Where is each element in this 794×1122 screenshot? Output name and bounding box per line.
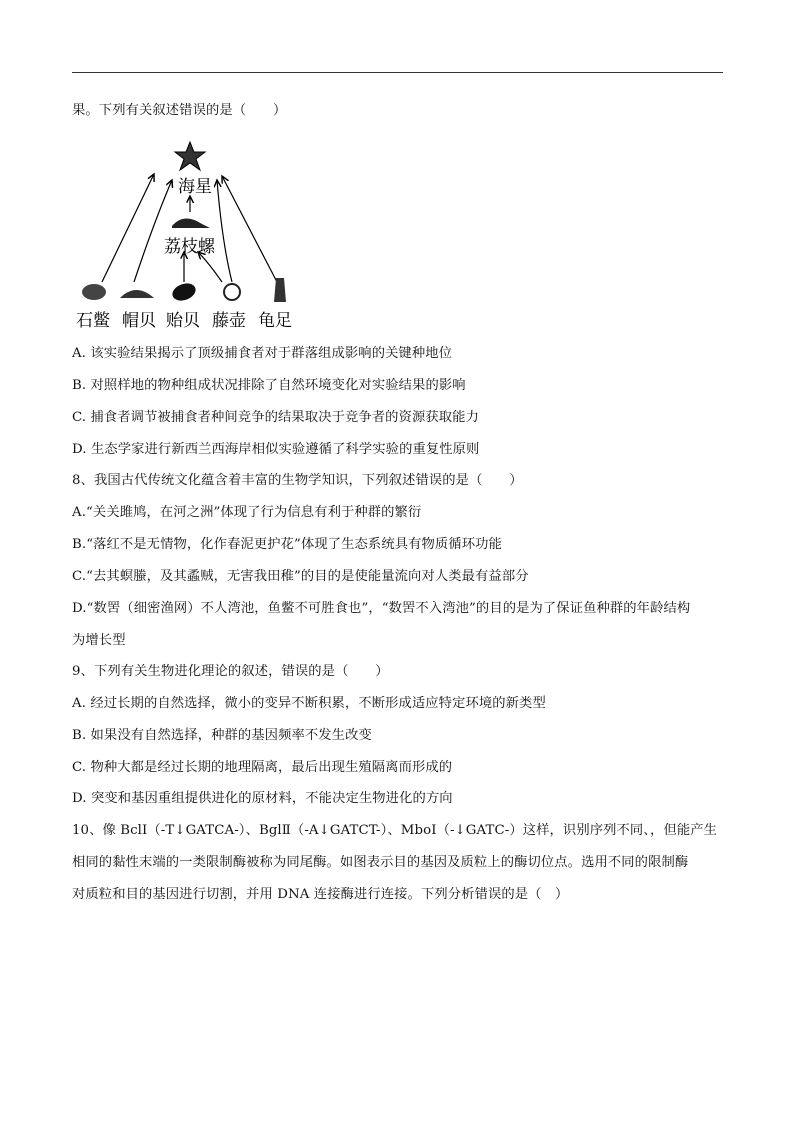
- chiton-icon: [82, 284, 106, 300]
- q9-stem: 9、下列有关生物进化理论的叙述，错误的是（ ）: [72, 664, 389, 679]
- label-mussel: 贻贝: [166, 311, 200, 331]
- barnacle-icon: [224, 284, 240, 300]
- mussel-icon: [170, 280, 198, 303]
- q8-option-b: B.“落红不是无情物，化作春泥更护花”体现了生态系统具有物质循环功能: [72, 537, 502, 552]
- q7-option-d: D. 生态学家进行新西兰西海岸相似实验遵循了科学实验的重复性原则: [72, 442, 480, 457]
- label-starfish: 海星: [178, 177, 212, 197]
- q7-option-c: C. 捕食者调节被捕食者种间竞争的结果取决于竞争者的资源获取能力: [72, 410, 479, 425]
- label-limpet: 帽贝: [122, 311, 156, 331]
- arrow-gooseneck-to-starfish: [222, 176, 277, 282]
- question-7-stem-tail: 果。下列有关叙述错误的是（ ）: [72, 103, 287, 118]
- q10-line-2: 相同的黏性末端的一类限制酶被称为同尾酶。如图表示目的基因及质粒上的酶切位点。选用不同的限制酶: [72, 855, 689, 870]
- q8-option-a: A.“关关雎鸠，在河之洲”体现了行为信息有利于种群的繁衍: [72, 505, 422, 520]
- q8-option-c: C.“去其螟螣，及其蟊贼，无害我田稚”的目的是使能量流向对人类最有益部分: [72, 569, 529, 584]
- starfish-icon: [175, 142, 205, 170]
- gooseneck-barnacle-icon: [274, 278, 286, 302]
- arrow-chiton-to-starfish: [102, 174, 154, 282]
- q8-stem: 8、我国古代传统文化蕴含着丰富的生物学知识，下列叙述错误的是（ ）: [72, 473, 523, 488]
- whelk-icon: [172, 218, 210, 228]
- arrow-limpet-to-starfish: [134, 180, 172, 282]
- limpet-icon: [120, 290, 154, 298]
- label-barnacle: 藤壶: [212, 311, 246, 331]
- label-gooseneck: 龟足: [258, 311, 292, 331]
- q9-option-a: A. 经过长期的自然选择，微小的变异不断积累，不断形成适应特定环境的新类型: [72, 696, 546, 711]
- arrow-barnacle-to-starfish: [217, 180, 232, 282]
- label-whelk: 荔枝螺: [164, 237, 215, 257]
- q7-option-b: B. 对照样地的物种组成状况排除了自然环境变化对实验结果的影响: [72, 378, 466, 393]
- q7-option-a: A. 该实验结果揭示了顶级捕食者对于群落组成影响的关键种地位: [72, 346, 453, 361]
- q9-option-d: D. 突变和基因重组提供进化的原材料，不能决定生物进化的方向: [72, 791, 453, 806]
- food-web-diagram: [72, 132, 312, 332]
- q10-line-1: 10、像 BclⅠ（-T↓GATCA-）、BglⅡ（-A↓GATCT-）、MboⅠ（-↓GATC-）这样，识别序列不同、，但能产生: [72, 823, 718, 838]
- q8-option-d: D.“数罟（细密渔网）不人湾池，鱼鳖不可胜食也”，“数罟不入湾池”的目的是为了保证鱼种群的年龄结构: [72, 601, 691, 616]
- header-rule: [72, 72, 723, 73]
- q9-option-b: B. 如果没有自然选择，种群的基因频率不发生改变: [72, 728, 372, 743]
- q8-option-d-cont: 为增长型: [72, 633, 126, 648]
- label-chiton: 石鳖: [76, 311, 110, 331]
- q10-line-3: 对质粒和目的基因进行切割，并用 DNA 连接酶进行连接。下列分析错误的是（ ）: [72, 887, 569, 902]
- q9-option-c: C. 物种大都是经过长期的地理隔离，最后出现生殖隔离而形成的: [72, 760, 453, 775]
